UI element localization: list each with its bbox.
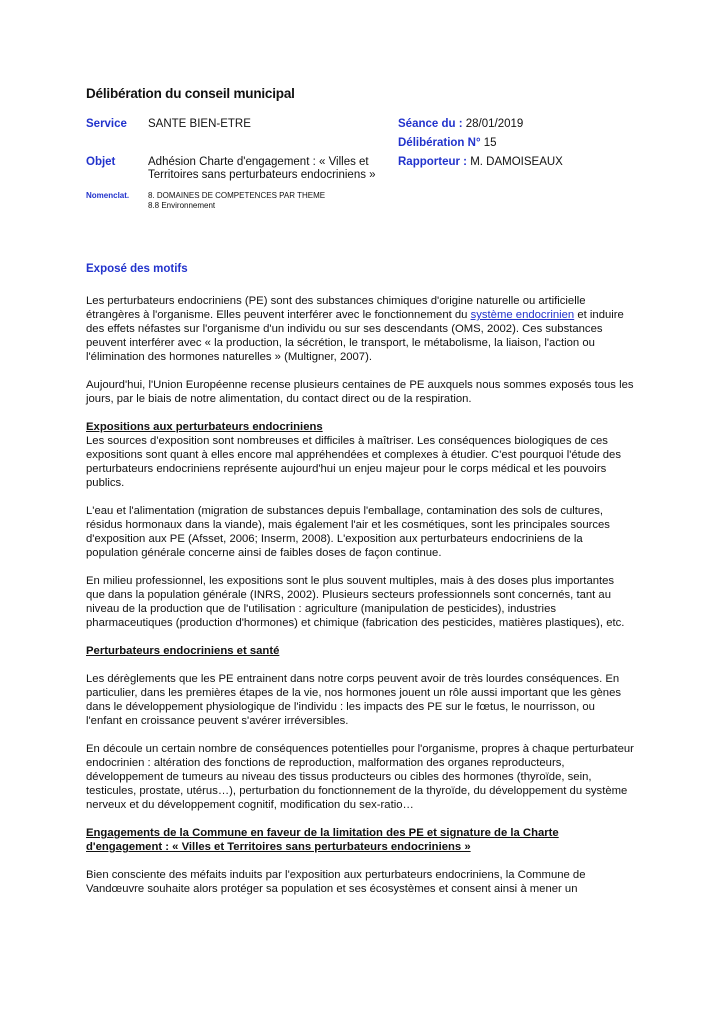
nomenclat-label: Nomenclat. [86,191,130,200]
paragraph-3-block [86,420,634,490]
paragraph-1 [86,294,634,364]
document-title: Délibération du conseil municipal [86,86,295,101]
seance-field [398,118,523,130]
rapporteur-value: M. DAMOISEAUX [470,156,563,168]
deliberation-field [398,137,497,149]
systeme-endocrinien-link[interactable]: système endocrinien [470,309,575,321]
paragraph-6: Les dérèglements que les PE entrainent dans notre corps peuvent avoir de très lourdes conséquences. En particulier, dans les premières étapes de la vie, nos hormones jouent un rôle aussi important que les gènes dans le développement physiologique de l'individu : les impacts des PE sur le fœtus, le nourrisson, ou l'enfant en croissance peuvent s'avérer irréversibles. [86,673,622,727]
heading-engagements-block [86,826,634,854]
heading-sante: Perturbateurs endocriniens et santé [86,645,280,657]
objet-value: Adhésion Charte d'engagement : « Villes et Territoires sans perturbateurs endocriniens » [148,156,376,181]
paragraph-8: Bien consciente des méfaits induits par l'exposition aux perturbateurs endocriniens, la Commune de Vandœuvre souhaite alors protéger sa population et ses écosystèmes et consent ainsi à mener un [86,869,586,895]
heading-engagements: Engagements de la Commune en faveur de la limitation des PE et signature de la Charte d'engagement : « Villes et Territoires sans perturbateurs endocriniens » [86,827,559,853]
deliberation-label: Délibération N° [398,137,481,149]
objet-label: Objet [86,156,116,168]
heading-expositions: Expositions aux perturbateurs endocriniens [86,421,323,433]
document-body [86,294,634,910]
nomenclat-line2: 8.8 Environnement [148,201,216,210]
paragraph-3: Les sources d'exposition sont nombreuses et difficiles à maîtriser. Les conséquences biologiques de ces expositions sont quant à elles encore mal appréhendées et complexes à étudier. C'est pourquoi l'étude des perturbateurs endocriniens représente aujourd'hui un enjeu majeur pour le corps médical et les pouvoirs publics. [86,435,621,489]
service-label: Service [86,118,127,130]
service-value: SANTE BIEN-ETRE [148,118,251,130]
rapporteur-field [398,156,563,168]
deliberation-value: 15 [483,137,497,149]
nomenclat-value [148,191,398,211]
seance-value: 28/01/2019 [465,118,524,130]
expose-title: Exposé des motifs [86,263,188,275]
p1-text-after: et induire des effets néfastes sur l'organisme d'un individu ou sur ses descendants (OMS, 2002). Ces substances peuvent interférer avec « la production, la sécrétion, le transport, le métabolisme, la liaison, l'action ou l'élimination des hormones naturelles » (Multigner, 2007). [86,309,624,363]
rapporteur-label: Rapporteur : [398,156,467,168]
paragraph-7: En découle un certain nombre de conséquences potentielles pour l'organisme, propres à chaque perturbateur endocrinien : altération des fonctions de reproduction, malformation des organes reproducteurs, développement de tumeurs au niveau des tissus producteurs ou cibles des hormones (thyroïde, sein, testicules, prostate, utérus…), perturbation du fonctionnement de la thyroïde, du développement du système nerveux et du développement cognitif, modification du sex-ratio… [86,743,634,811]
nomenclat-line1: 8. DOMAINES DE COMPETENCES PAR THEME [148,191,326,200]
paragraph-4: L'eau et l'alimentation (migration de substances depuis l'emballage, contamination des sols de cultures, résidus hormonaux dans la viande), mais également l'air et les cosmétiques, sont les principales sources d'exposition aux PE (Afsset, 2006; Inserm, 2008). L'exposition aux perturbateurs endocriniens de la population générale concerne ainsi de faibles doses de façon continue. [86,505,610,559]
heading-sante-block [86,644,634,658]
paragraph-5: En milieu professionnel, les expositions sont le plus souvent multiples, mais à des doses plus importantes que dans la population générale (INRS, 2002). Plusieurs secteurs professionnels sont concernés, tant au niveau de la production que de l'utilisation : agriculture (manipulation de pesticides), industries pharmaceutiques (production d'hormones) et chimique (fabrication des pesticides, matières plastiques), etc. [86,575,625,629]
paragraph-2: Aujourd'hui, l'Union Européenne recense plusieurs centaines de PE auxquels nous sommes exposés tous les jours, par le biais de notre alimentation, du contact direct ou de la respiration. [86,379,634,405]
seance-label: Séance du : [398,118,463,130]
p1-text-before: Les perturbateurs endocriniens (PE) sont des substances chimiques d'origine naturelle ou artificielle étrangères à l'organisme. Elles peuvent interférer avec le fonctionnement du [86,295,586,321]
